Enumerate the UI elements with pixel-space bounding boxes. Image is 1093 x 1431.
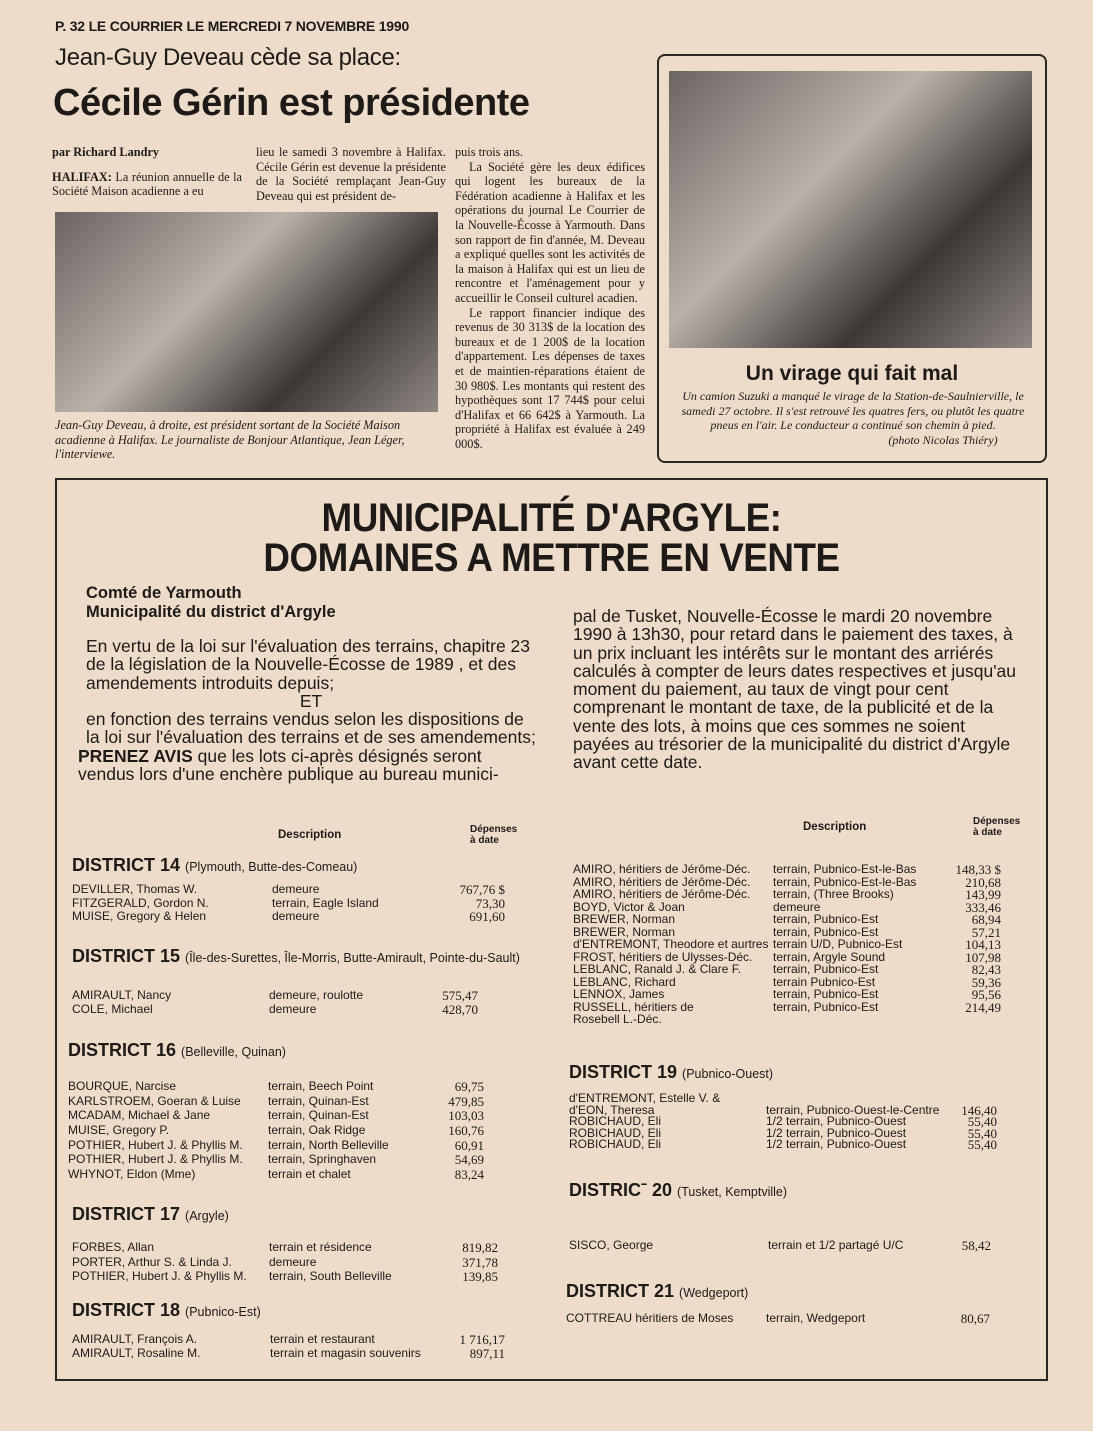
district-area: (Plymouth, Butte-des-Comeau) bbox=[185, 860, 358, 874]
table-row bbox=[573, 962, 1033, 975]
amount: 83,24 bbox=[454, 1167, 484, 1183]
col-header-description: Description bbox=[803, 821, 867, 833]
table-row bbox=[573, 975, 1033, 988]
owner-name: POTHIER, Hubert J. & Phyllis M. bbox=[68, 1152, 243, 1167]
property-description: terrain, South Belleville bbox=[269, 1269, 392, 1283]
district-heading bbox=[72, 946, 520, 967]
table-row bbox=[569, 1137, 1029, 1152]
table-row bbox=[72, 909, 532, 923]
truck-photo bbox=[669, 71, 1032, 348]
amount: 160,76 bbox=[448, 1123, 484, 1139]
table-row bbox=[68, 1138, 528, 1153]
paragraph: ET bbox=[299, 690, 323, 711]
district-table bbox=[68, 1079, 528, 1182]
amount: 103,03 bbox=[448, 1108, 484, 1124]
article-kicker: Jean-Guy Deveau cède sa place: bbox=[55, 44, 401, 71]
owner-name: AMIRAULT, François A. bbox=[72, 1332, 198, 1346]
label: Dépenses bbox=[973, 816, 1021, 827]
district-table bbox=[72, 988, 532, 1015]
owner-name: d'ENTREMONT, Estelle V. & bbox=[569, 1091, 721, 1105]
district-area: (Wedgeport) bbox=[679, 1286, 749, 1300]
sidebar-photo-title: Un virage qui fait mal bbox=[745, 362, 959, 385]
property-description: demeure, roulotte bbox=[269, 988, 364, 1002]
owner-name: FITZGERALD, Gordon N. bbox=[72, 895, 209, 910]
owner-name: ROBICHAUD, Eli bbox=[569, 1125, 662, 1140]
table-row bbox=[569, 1238, 1029, 1252]
notice-subtitle bbox=[86, 584, 336, 622]
district-heading bbox=[566, 1281, 748, 1302]
property-description: terrain et 1/2 partagé U/C bbox=[768, 1238, 904, 1252]
property-description: terrain, Pubnico-Est bbox=[773, 924, 879, 939]
property-description: terrain, North Belleville bbox=[268, 1137, 389, 1152]
district-table bbox=[72, 1240, 532, 1284]
district-heading bbox=[569, 1062, 773, 1083]
amount: 54,69 bbox=[454, 1152, 484, 1168]
table-row bbox=[573, 987, 1033, 1000]
table-row bbox=[72, 1255, 532, 1270]
amount: 333,46 bbox=[965, 899, 1001, 915]
property-description: terrain, Beech Point bbox=[268, 1079, 374, 1093]
district-area: (Argyle) bbox=[185, 1209, 229, 1223]
amount: 55,40 bbox=[967, 1137, 997, 1152]
property-description: terrain, Pubnico-Est bbox=[773, 987, 879, 1001]
table-row bbox=[573, 900, 1033, 913]
photo-credit: (photo Nicolas Thiéry) bbox=[888, 432, 998, 447]
photo-caption: Jean-Guy Deveau, à droite, est président sortant de la Société Maison acadienne à Halifax. Le journaliste de Bonjour Atlantique, Jean Léger, l'interviewe. bbox=[55, 418, 405, 462]
district-heading bbox=[72, 855, 357, 876]
property-description: terrain, Pubnico-Est bbox=[773, 999, 879, 1014]
amount: 146,40 bbox=[961, 1102, 997, 1118]
owner-name: AMIRAULT, Nancy bbox=[72, 988, 172, 1002]
property-description: terrain et résidence bbox=[269, 1240, 372, 1254]
property-description: terrain, Pubnico-Est-le-Bas bbox=[773, 874, 917, 889]
owner-name: Rosebell L.-Déc. bbox=[573, 1012, 662, 1026]
owner-name: BOYD, Victor & Joan bbox=[573, 899, 685, 914]
table-row bbox=[72, 1332, 532, 1346]
district-table bbox=[573, 862, 1033, 1025]
property-description: terrain, Pubnico-Est bbox=[773, 962, 879, 976]
table-row bbox=[569, 1125, 1029, 1141]
owner-name: LEBLANC, Ranald J. & Clare F. bbox=[573, 962, 742, 976]
owner-name: RUSSELL, héritiers de bbox=[573, 999, 694, 1014]
table-row bbox=[68, 1152, 528, 1167]
district-title: DISTRICT 16 bbox=[68, 1040, 177, 1060]
owner-name: KARLSTROEM, Goeran & Luise bbox=[68, 1093, 241, 1108]
amount: 55,40 bbox=[967, 1114, 997, 1129]
district-title: DISTRICˉ 20 bbox=[569, 1180, 673, 1200]
table-row bbox=[566, 1311, 1026, 1325]
table-row bbox=[569, 1102, 1029, 1118]
table-row bbox=[68, 1108, 528, 1123]
amount: 80,67 bbox=[960, 1311, 990, 1326]
district-area: (Pubnico-Ouest) bbox=[682, 1067, 774, 1081]
district-heading bbox=[72, 1300, 261, 1321]
property-description: terrain, Argyle Sound bbox=[773, 949, 886, 964]
article-headline: Cécile Gérin est présidente bbox=[53, 82, 530, 124]
table-row bbox=[72, 1002, 532, 1016]
amount: 104,13 bbox=[965, 937, 1001, 952]
amount: 59,36 bbox=[971, 974, 1001, 990]
owner-name: DEVILLER, Thomas W. bbox=[72, 882, 198, 896]
district-table bbox=[566, 1311, 1026, 1325]
table-row bbox=[573, 912, 1033, 925]
paragraph: La Société gère les deux édifices qui logent les bureaux de la Fédération acadienne à Halifax et les opérations du journal Le Courrier de la Nouvelle-Écosse à Yarmouth. Dans son rapport de fin d'année, M. Deveau a expliqué quelles sont les activités de la maison à Halifax qui est un lieu de rencontre et l'aménagement pour y accueillir le Conseil culturel acadien. bbox=[455, 159, 645, 305]
amount: 1 716,17 bbox=[459, 1332, 505, 1347]
table-row bbox=[68, 1123, 528, 1138]
district-heading bbox=[72, 1204, 229, 1225]
property-description: terrain et restaurant bbox=[270, 1332, 375, 1346]
owner-name: AMIRAULT, Rosaline M. bbox=[72, 1346, 201, 1360]
owner-name: d'EON, Theresa bbox=[569, 1102, 655, 1117]
amount: 897,11 bbox=[469, 1346, 505, 1361]
owner-name: MCADAM, Michael & Jane bbox=[68, 1108, 211, 1123]
property-description: demeure bbox=[269, 1254, 317, 1269]
district-heading bbox=[569, 1180, 787, 1201]
table-row bbox=[68, 1167, 528, 1182]
col-header-description: Description bbox=[278, 829, 342, 841]
owner-name: MUISE, Gregory P. bbox=[68, 1123, 170, 1138]
district-area: (Belleville, Quinan) bbox=[181, 1045, 286, 1059]
notice-right-text: pal de Tusket, Nouvelle-Écosse le mardi 20 novembre 1990 à 13h30, pour retard dans le paiement des taxes, à un prix incluant les intérêts sur le montant des arriérés calculés à compter de leurs dates respectives et jusqu'au moment du paiement, au taux de vingt pour cent comprenant le montant de taxe, de la publicité et de la vente des lots, à moins que ces sommes ne soient payées au trésorier de la municipalité du district d'Argyle avant cette date. bbox=[573, 606, 1017, 773]
col-header-depenses bbox=[973, 816, 1020, 838]
municipality: Municipalité du district d'Argyle bbox=[86, 603, 336, 621]
amount: 767,76 $ bbox=[459, 882, 505, 897]
article-col-2: lieu le samedi 3 novembre à Halifax. Cécile Gérin est devenue la présidente de la Société remplaçant Jean-Guy Deveau qui est président de- bbox=[256, 145, 446, 203]
table-row bbox=[573, 937, 1033, 950]
property-description: terrain, Springhaven bbox=[268, 1152, 377, 1167]
district-area: (Île-des-Surettes, Île-Morris, Butte-Amirault, Pointe-du-Sault) bbox=[185, 951, 520, 965]
amount: 428,70 bbox=[442, 1001, 478, 1017]
amount: 575,47 bbox=[442, 988, 478, 1003]
owner-name: LEBLANC, Richard bbox=[573, 974, 676, 989]
district-area: (Pubnico-Est) bbox=[185, 1305, 261, 1319]
table-row bbox=[68, 1079, 528, 1094]
property-description: 1/2 terrain, Pubnico-Ouest bbox=[766, 1125, 907, 1140]
amount: 107,98 bbox=[965, 949, 1001, 965]
notice-title-2: DOMAINES A METTRE EN VENTE bbox=[263, 536, 840, 580]
col-header-depenses bbox=[470, 824, 517, 846]
district-table bbox=[72, 1332, 532, 1360]
table-row bbox=[72, 1346, 532, 1360]
property-description: terrain, Oak Ridge bbox=[268, 1123, 366, 1138]
sidebar-photo-caption bbox=[677, 389, 1029, 447]
label: Dépenses bbox=[470, 824, 518, 835]
paragraph: en fonction des terrains vendus selon les dispositions de la loi sur l'évaluation des terrains et de ses amendements; bbox=[86, 709, 536, 748]
amount: 57,21 bbox=[971, 924, 1001, 940]
paragraph: que les lots ci-après désignés seront vendus lors d'une enchère publique au bureau munici- bbox=[78, 745, 499, 785]
article-col-1 bbox=[52, 145, 242, 199]
byline: par Richard Landry bbox=[52, 145, 160, 159]
sidebar-photo-box bbox=[657, 54, 1047, 463]
district-title: DISTRICT 17 bbox=[72, 1204, 181, 1224]
district-title: DISTRICT 19 bbox=[569, 1062, 678, 1082]
amount: 691,60 bbox=[469, 909, 505, 924]
article-col-3 bbox=[455, 145, 645, 451]
amount: 55,40 bbox=[967, 1125, 997, 1141]
property-description: terrain, Wedgeport bbox=[766, 1311, 866, 1325]
property-description: demeure bbox=[269, 1001, 317, 1016]
district-table bbox=[569, 1091, 1029, 1152]
table-row bbox=[573, 950, 1033, 963]
label: à date bbox=[973, 827, 1002, 838]
owner-name: POTHIER, Hubert J. & Phyllis M. bbox=[72, 1269, 247, 1283]
district-table bbox=[569, 1238, 1029, 1252]
table-row bbox=[573, 925, 1033, 938]
property-description: terrain, Pubnico-Est bbox=[773, 912, 879, 926]
property-description: terrain, Eagle Island bbox=[272, 895, 379, 910]
label: à date bbox=[470, 835, 499, 846]
amount: 58,42 bbox=[961, 1238, 991, 1253]
property-description: terrain, Quinan-Est bbox=[268, 1093, 369, 1108]
owner-name: AMIRO, héritiers de Jérôme-Déc. bbox=[573, 862, 751, 876]
table-row bbox=[72, 896, 532, 910]
table-row bbox=[573, 887, 1033, 900]
property-description: 1/2 terrain, Pubnico-Ouest bbox=[766, 1137, 907, 1151]
property-description: demeure bbox=[272, 909, 320, 923]
table-row bbox=[72, 988, 532, 1002]
amount: 68,94 bbox=[971, 912, 1001, 927]
owner-name: SISCO, George bbox=[569, 1238, 654, 1252]
owner-name: AMIRO, héritiers de Jérôme-Déc. bbox=[573, 887, 751, 901]
district-area: (Tusket, Kemptville) bbox=[677, 1185, 788, 1199]
table-row bbox=[569, 1114, 1029, 1129]
amount: 82,43 bbox=[971, 962, 1001, 977]
owner-name: FROST, héritiers de Ulysses-Déc. bbox=[573, 949, 753, 964]
amount: 148,33 $ bbox=[955, 862, 1001, 877]
property-description: 1/2 terrain, Pubnico-Ouest bbox=[766, 1114, 907, 1128]
property-description: terrain, (Three Brooks) bbox=[773, 887, 894, 901]
dateline: HALIFAX: bbox=[52, 169, 112, 184]
property-description: terrain et magasin souvenirs bbox=[270, 1346, 421, 1360]
table-row bbox=[573, 1012, 1033, 1025]
amount: 69,75 bbox=[454, 1079, 484, 1094]
property-description: terrain, Pubnico-Ouest-le-Centre bbox=[766, 1102, 940, 1117]
owner-name: AMIRO, héritiers de Jérôme-Déc. bbox=[573, 874, 751, 889]
property-description: terrain et chalet bbox=[268, 1167, 351, 1182]
amount: 210,68 bbox=[965, 874, 1001, 890]
interview-photo bbox=[55, 212, 438, 412]
owner-name: COTTREAU héritiers de Moses bbox=[566, 1311, 734, 1325]
table-row bbox=[72, 882, 532, 896]
owner-name: BREWER, Norman bbox=[573, 912, 676, 926]
amount: 60,91 bbox=[454, 1137, 484, 1153]
owner-name: PORTER, Arthur S. & Linda J. bbox=[72, 1254, 232, 1269]
county: Comté de Yarmouth bbox=[86, 584, 242, 602]
amount: 819,82 bbox=[462, 1240, 498, 1255]
district-title: DISTRICT 21 bbox=[566, 1281, 675, 1301]
owner-name: ROBICHAUD, Eli bbox=[569, 1114, 662, 1128]
owner-name: FORBES, Allan bbox=[72, 1240, 155, 1254]
table-row bbox=[72, 1240, 532, 1255]
property-description: demeure bbox=[272, 882, 320, 896]
table-row bbox=[72, 1269, 532, 1284]
amount: 73,30 bbox=[475, 895, 505, 911]
property-description: terrain, Pubnico-Est-le-Bas bbox=[773, 862, 917, 876]
table-row bbox=[573, 875, 1033, 888]
amount: 371,78 bbox=[462, 1254, 498, 1270]
owner-name: LENNOX, James bbox=[573, 987, 665, 1001]
district-title: DISTRICT 15 bbox=[72, 946, 181, 966]
amount: 95,56 bbox=[971, 987, 1001, 1002]
amount: 139,85 bbox=[462, 1269, 498, 1284]
amount: 479,85 bbox=[448, 1093, 484, 1109]
paragraph: Le rapport financier indique des revenus de 30 313$ de la location des bureaux et de 1 200$ de la location d'appartement. Les dépenses de taxes et de maintien-réparations étaient de 30 980$. Les montants qui restent des hypothèques sont 17 744$ pour celui d'Halifax et 66 642$ à Yarmouth. La propriété à Halifax est évaluée à 249 000$. bbox=[455, 305, 645, 451]
owner-name: ROBICHAUD, Eli bbox=[569, 1137, 662, 1151]
district-heading bbox=[68, 1040, 286, 1061]
table-row bbox=[573, 1000, 1033, 1013]
amount: 143,99 bbox=[965, 887, 1001, 902]
owner-name: d'ENTREMONT, Theodore et aurtres bbox=[573, 937, 769, 951]
page-header: P. 32 LE COURRIER LE MERCREDI 7 NOVEMBRE 1990 bbox=[55, 18, 410, 34]
property-description: terrain, Quinan-Est bbox=[268, 1108, 369, 1123]
notice-title-1: MUNICIPALITÉ D'ARGYLE: bbox=[321, 496, 782, 540]
owner-name: MUISE, Gregory & Helen bbox=[72, 909, 207, 923]
owner-name: BREWER, Norman bbox=[573, 924, 676, 939]
property-description: terrain Pubnico-Est bbox=[773, 974, 876, 989]
col1-text: La réunion annuelle de la Société Maison acadienne a eu bbox=[52, 169, 243, 199]
paragraph: En vertu de la loi sur l'évaluation des terrains, chapitre 23 de la législation de la Nouvelle-Écosse de 1989 , et des amendements introduits depuis; bbox=[86, 636, 531, 693]
table-row bbox=[68, 1094, 528, 1109]
district-title: DISTRICT 14 bbox=[72, 855, 181, 875]
property-description: demeure bbox=[773, 899, 821, 914]
owner-name: WHYNOT, Eldon (Mme) bbox=[68, 1167, 196, 1182]
paragraph: puis trois ans. bbox=[455, 145, 523, 159]
table-row bbox=[573, 862, 1033, 875]
caption-text: Un camion Suzuki a manqué le virage de la Station-de-Saulnierville, le samedi 27 octobre. Il s'est retrouvé les quatres fers, ou plutôt les quatre pneus en l'air. Le conducteur a continué son chemin à pied. bbox=[681, 389, 1025, 432]
property-description: terrain U/D, Pubnico-Est bbox=[773, 937, 903, 951]
district-title: DISTRICT 18 bbox=[72, 1300, 181, 1320]
notice-left-text bbox=[78, 636, 536, 785]
owner-name: POTHIER, Hubert J. & Phyllis M. bbox=[68, 1137, 243, 1152]
table-row bbox=[569, 1091, 1029, 1103]
owner-name: COLE, Michael bbox=[72, 1001, 153, 1016]
district-table bbox=[72, 882, 532, 923]
amount: 214,49 bbox=[965, 999, 1001, 1015]
notice-emphasis: PRENEZ AVIS bbox=[78, 745, 193, 766]
owner-name: BOURQUE, Narcise bbox=[68, 1079, 177, 1093]
